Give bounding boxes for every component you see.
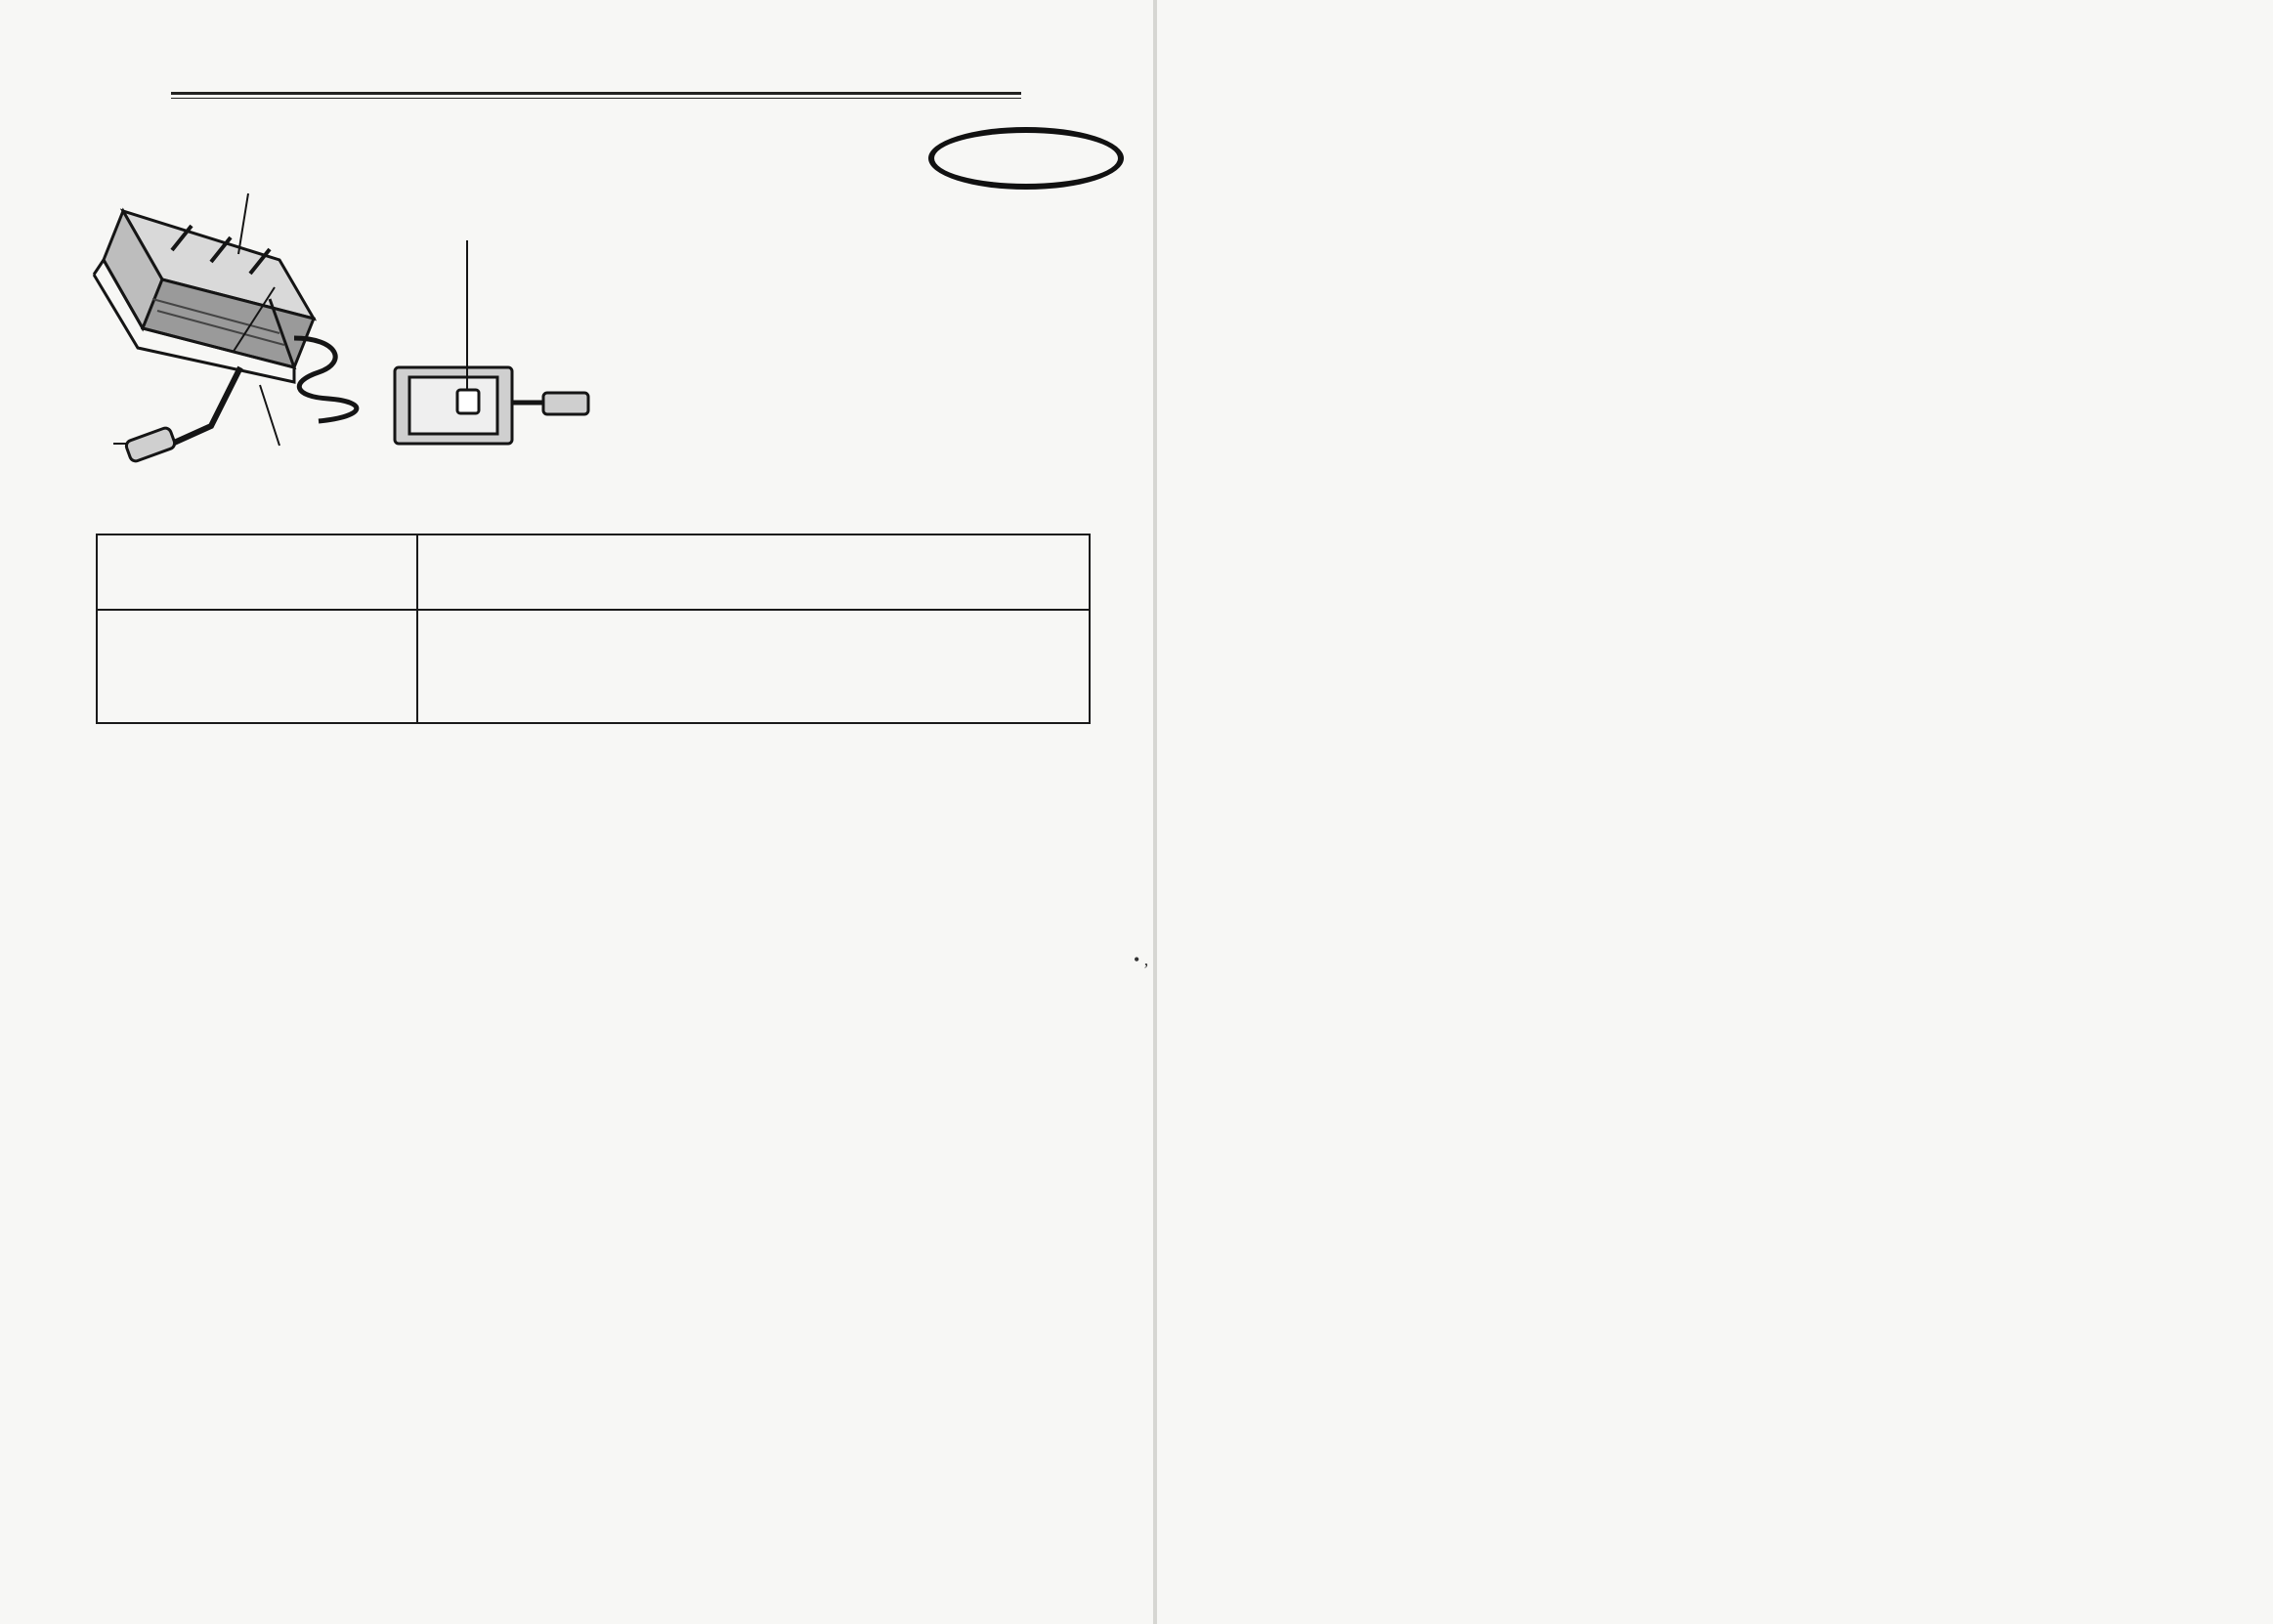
spec-label: [97, 534, 417, 610]
spec-value: [417, 534, 1090, 610]
spec-value: [417, 610, 1090, 723]
charger-illustration: [84, 182, 592, 465]
title-underline: [171, 92, 1021, 95]
right-page: [1157, 0, 2273, 1624]
table-row: [97, 610, 1090, 723]
specification-table: [96, 534, 1091, 724]
title-underline-thin: [171, 98, 1021, 99]
current-rating-badge: [928, 127, 1124, 190]
spec-label: [97, 610, 417, 723]
table-row: [97, 534, 1090, 610]
spine-marks: • ,: [1134, 950, 1149, 969]
